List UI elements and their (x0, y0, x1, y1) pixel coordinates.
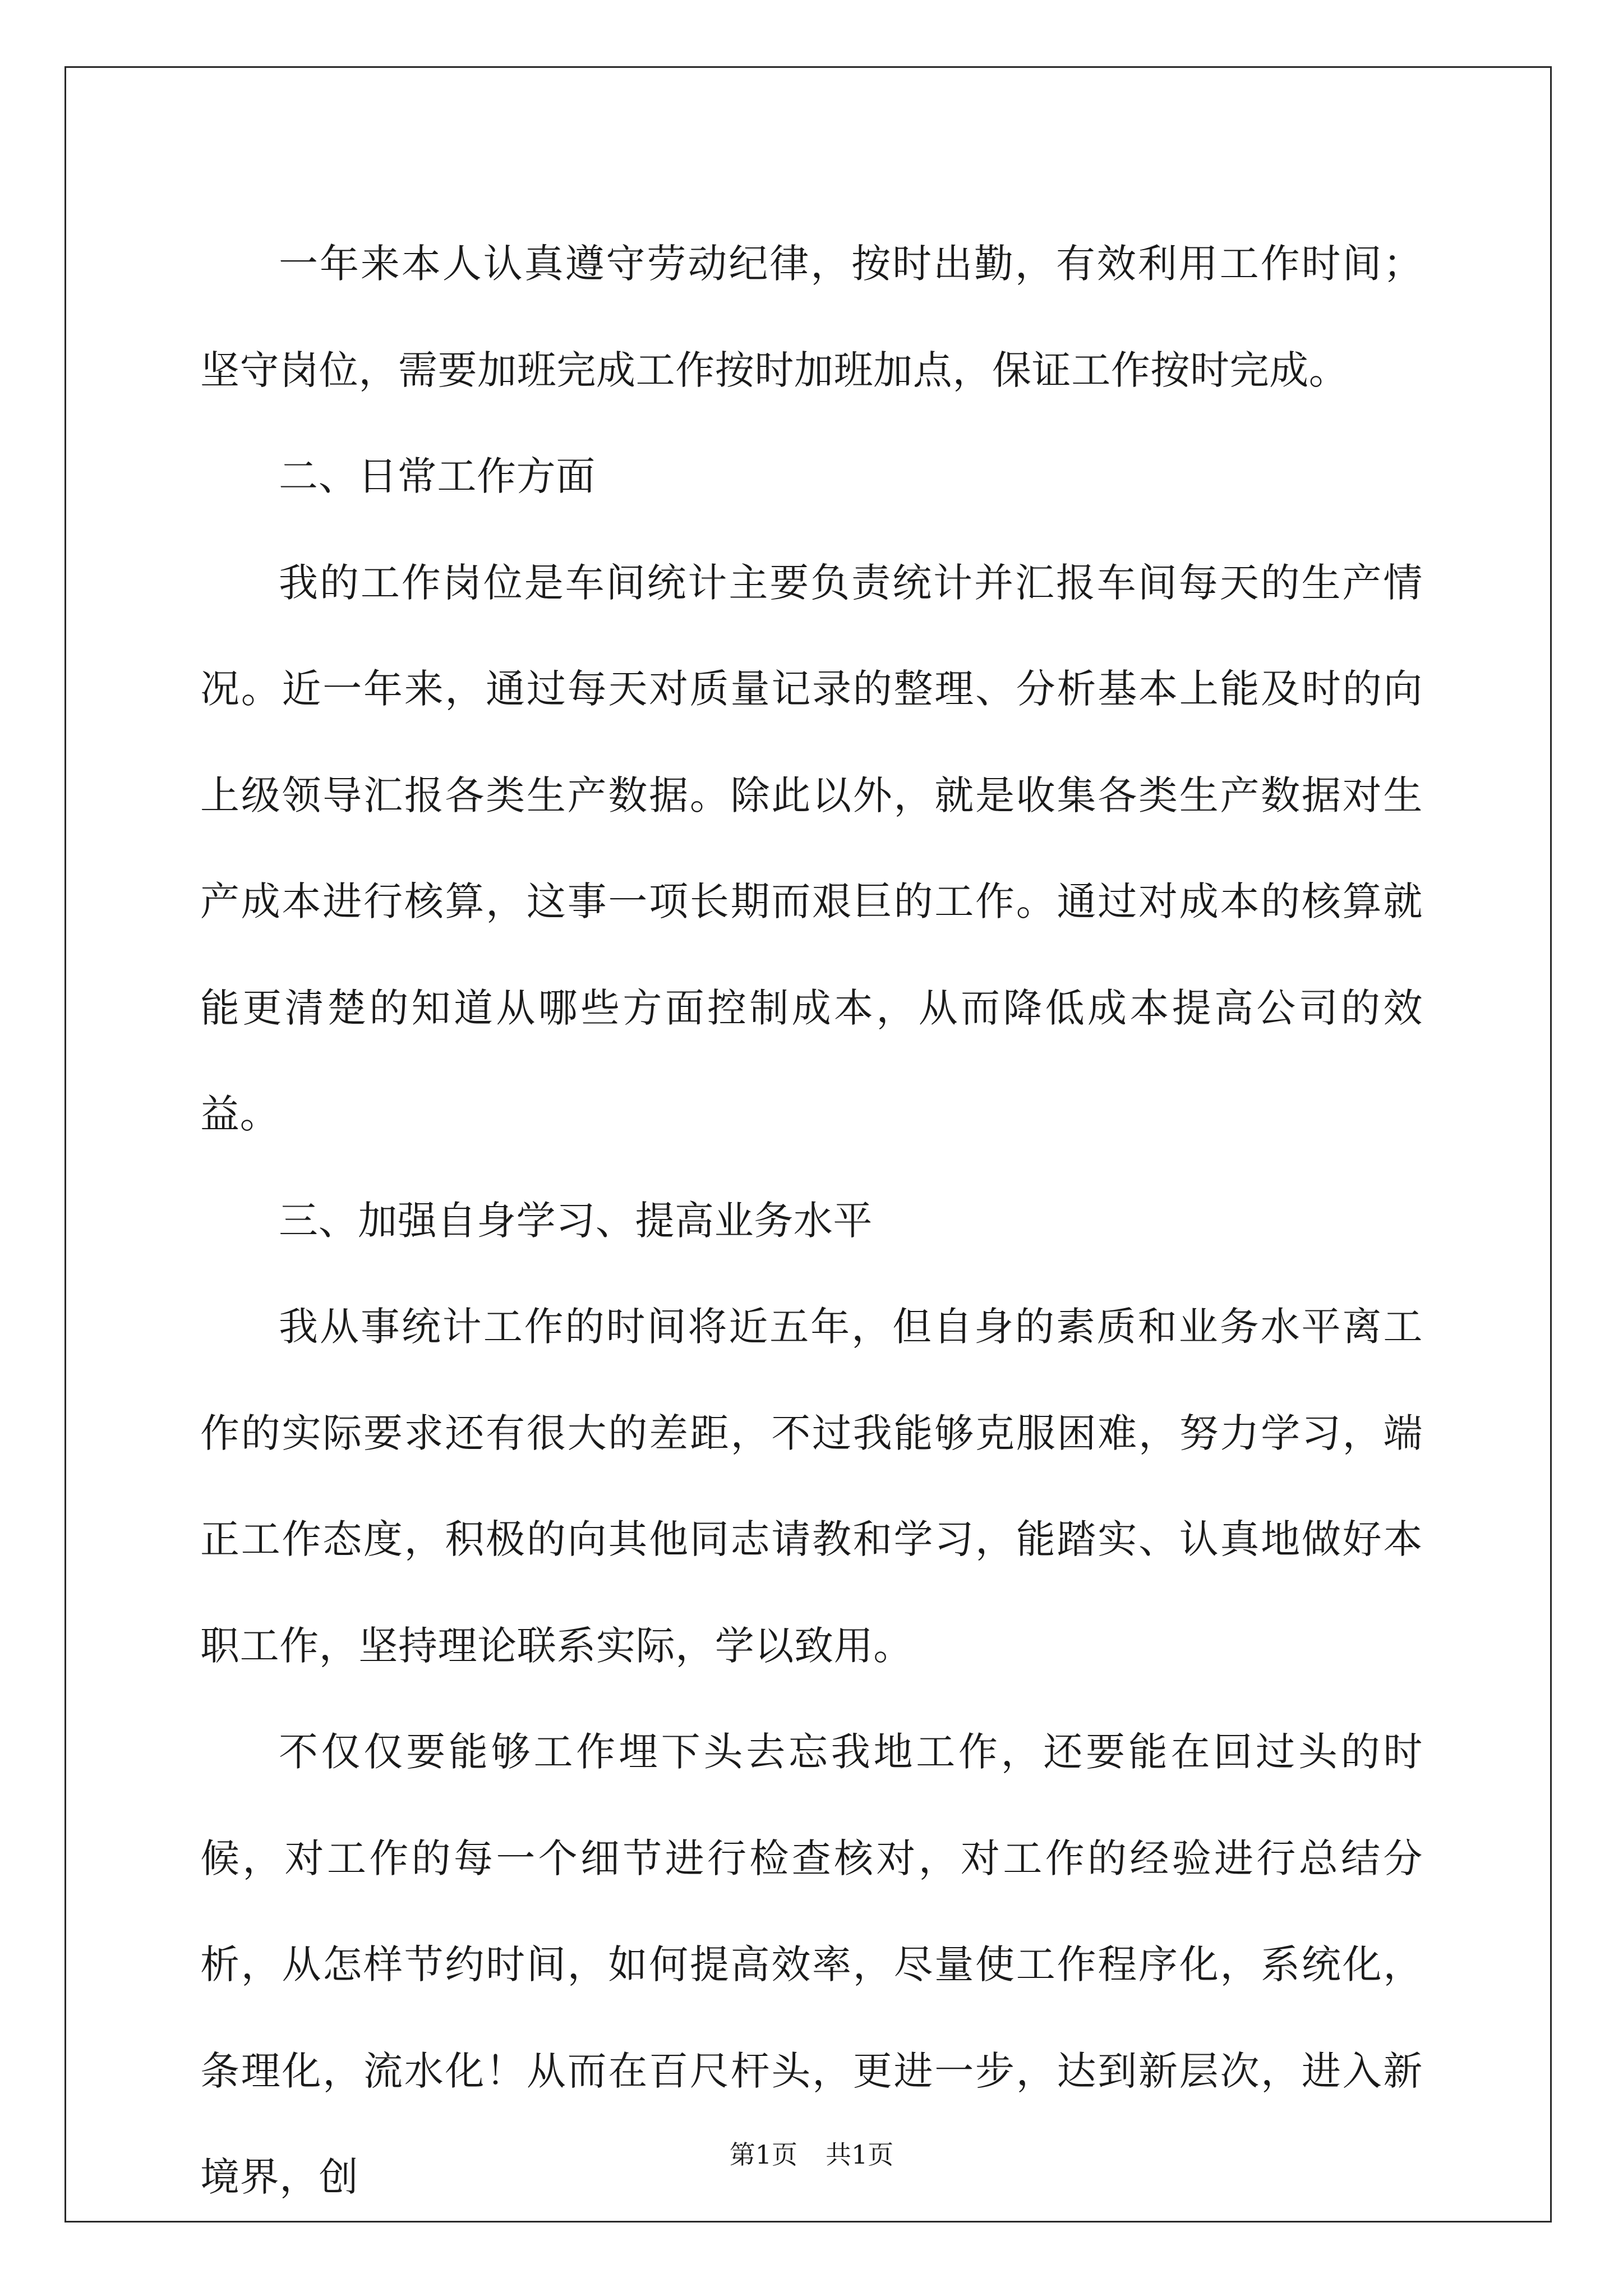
page-total: 共1页 (826, 2139, 894, 2170)
page-number: 第1页 (729, 2139, 797, 2170)
heading-self-study: 三、加强自身学习、提高业务水平 (279, 1197, 873, 1244)
paragraph-daily-work: 我的工作岗位是车间统计主要负责统计并汇报车间每天的生产情况。近一年来，通过每天对质量记录的整理、分析基本上能及时的向上级领导汇报各类生产数据。除此以外，就是收集各类生产数据对生产成本进行核算，这事一项长期而艰巨的工作。通过对成本的核算就能更清楚的知道从哪些方面控制成本，从而降低成本提高公司的效益。 (200, 559, 1423, 1137)
page-footer (0, 2134, 1623, 2171)
paragraph-review: 不仅仅要能够工作埋下头去忘我地工作，还要能在回过头的时候，对工作的每一个细节进行检查核对，对工作的经验进行总结分析，从怎样节约时间，如何提高效率，尽量使工作程序化，系统化，条理化，流水化！从而在百尺杆头，更进一步，达到新层次，进入新境界，创 (200, 1729, 1423, 2200)
document-body (200, 211, 1423, 2231)
paragraph-self-study: 我从事统计工作的时间将近五年，但自身的素质和业务水平离工作的实际要求还有很大的差距，不过我能够克服困难，努力学习，端正工作态度，积极的向其他同志请教和学习，能踏实、认真地做好本职工作，坚持理论联系实际，学以致用。 (200, 1304, 1423, 1669)
heading-daily-work: 二、日常工作方面 (279, 453, 596, 499)
paragraph-attendance: 一年来本人认真遵守劳动纪律，按时出勤，有效利用工作时间；坚守岗位，需要加班完成工作按时加班加点，保证工作按时完成。 (200, 241, 1423, 393)
